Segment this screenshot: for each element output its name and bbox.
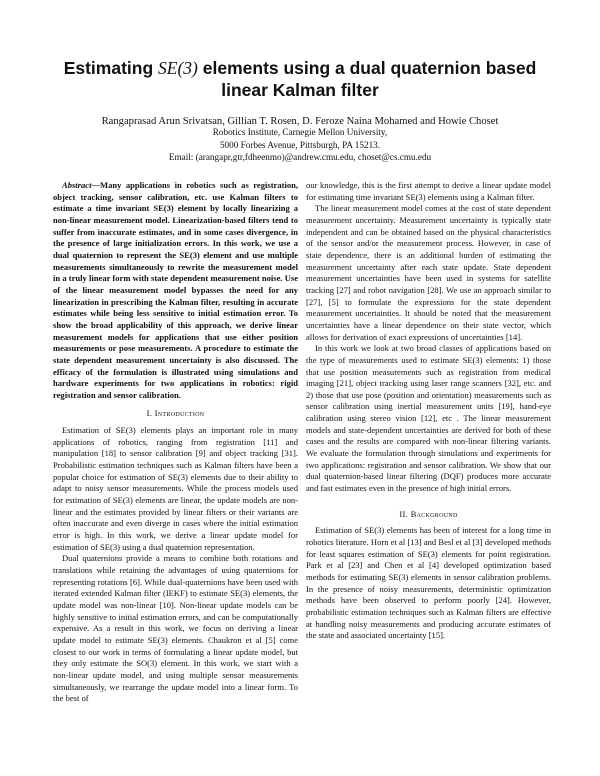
paragraph: our knowledge, this is the first attempt to derive a linear update model for estimating time invariant SE(3) elements using a Kalman filter. xyxy=(306,180,551,202)
paper-title xyxy=(40,57,560,101)
paragraph: The linear measurement model comes at the cost of state dependent measurement uncertainty. Measurement uncertainty is typically state independent and can be obtained based on the physical characteristics of the sensor and/or the measurement process. However, in case of state dependence, there is an additional burden of estimating the measurement uncertainty after each state update. State dependent measurement uncertainties have been used in systems for satellite tracking [27] and robot navigation [28]. We use an approach similar to [27], [5] to formulate the expressions for the state dependent measurement uncertainties. It should be noted that the measurement uncertainties have a linear dependence on their state vector, which allows for derivation of exact expressions of uncertainties [14]. xyxy=(306,203,551,342)
left-column xyxy=(53,180,298,705)
affiliation-line: 5000 Forbes Avenue, Pittsburgh, PA 15213. xyxy=(219,139,381,150)
paragraph: Estimation of SE(3) elements has been of interest for a long time in robotics literature. Horn et al [13] and Besl et al [3] developed methods for least squares estimation of SE(3) elements for point registration. Park et al [23] and Chen et al [4] developed optimization based methods for estimating SE(3) elements in sensor calibration problems. In the presence of noisy measurements, deterministic optimization methods have been observed to perform poorly [24]. However, probabilistic estimation techniques such as Kalman filters are effective at handling noisy measurements and producing accurate estimates of the state and associated uncertainty [15]. xyxy=(306,525,551,641)
section-title: Background xyxy=(410,508,458,519)
author-list: Rangaprasad Arun Srivatsan, Gillian T. Rosen, D. Feroze Naina Mohamed and Howie Choset xyxy=(101,116,499,127)
right-column xyxy=(306,180,551,642)
section-heading-background xyxy=(306,509,551,521)
email-line: Email: (arangapr,gtr,fdheenmo)@andrew.cmu.edu, choset@cs.cmu.edu xyxy=(168,152,432,162)
paragraph: In this work we look at two broad classes of applications based on the type of measurements used to estimate SE(3) elements: 1) those that use position measurements such as registration from medical imaging [21], object tracking using laser range scanners [32], etc. and 2) those that use pose (position and orientation) measurements such as sensor calibration using inertial measurement units [19], hand-eye calibration using stereo vision [12], etc . The linear measurement models and state-dependent uncertainties are derived for both of these cases and the results are compared with non-linear filtering variants. We evaluate the formulation through simulations and experiments for two applications: registration and sensor calibration. We show that our dual quaternion-based linear filtering (DQF) produces more accurate and fast estimates even in the presence of high initial errors. xyxy=(306,343,551,494)
affiliation-line: Robotics Institute, Carnegie Mellon University, xyxy=(212,127,388,137)
section-title: Introduction xyxy=(154,408,205,419)
affiliation-block xyxy=(40,126,560,164)
title-math: SE(3) xyxy=(158,58,198,78)
abstract-lead: Abstract xyxy=(62,180,92,190)
section-heading-introduction xyxy=(53,408,298,420)
title-prefix: Estimating xyxy=(63,58,159,78)
section-number: I. xyxy=(146,408,153,419)
paragraph: Dual quaternions provide a means to combine both rotations and translations while retaining the advantages of using quaternions for representing rotations [6]. While dual-quaternions have been used with iterated extended Kalman filter (IEKF) to estimate SE(3) elements, the update model was non-linear [10]. Non-linear update models can be highly sensitive to initial estimation errors, and can be computationally expensive. As a result in this work, we focus on deriving a linear update model to estimate SE(3) elements. Chaukron et al [5] come closest to our work in terms of formulating a linear update model, but they only estimate the SO(3) element. In this work, we start with a non-linear update model, and using multiple sensor measurements simultaneously, we rearrange the update model into a linear form. To the best of xyxy=(53,553,298,704)
paragraph: Estimation of SE(3) elements plays an important role in many applications of robotics, ranging from registration [11] and manipulation [18] to sensor calibration [9] and object tracking [31]. Probabilistic estimation techniques such as Kalman filters have been a popular choice for estimation of SE(3) elements due to their ability to adapt to noisy sensor measurements. While the process models used for estimation of SE(3) elements are linear, the update models are non-linear and the estimates provided by linear filters or their variants are often inaccurate and even diverge in cases where the initial estimation error is high. In this work, we derive a linear update model for estimation of SE(3) using a dual quaternion representation. xyxy=(53,425,298,552)
title-suffix: elements using a dual quaternion based linear Kalman filter xyxy=(197,58,537,100)
abstract-text: —Many applications in robotics such as registration, object tracking, sensor calibration, etc. use Kalman filters to estimate a time invariant SE(3) element by locally linearizing a non-linear measurement model. Linearization-based filters tend to suffer from inaccurate estimates, and in some cases divergence, in the presence of large initialization errors. In this work, we use a dual quaternion to represent the SE(3) element and use multiple measurements simultaneously to rewrite the measurement model in a truly linear form with state dependent measurement noise. Use of the linear measurement model bypasses the need for any linearization in prescribing the Kalman filter, resulting in accurate estimates while being less sensitive to initial estimation error. To show the broad applicability of this approach, we derive linear measurement models for applications that use either position measurements or pose measurements. A procedure to estimate the state dependent measurement uncertainty is also discussed. The efficacy of the formulation is illustrated using simulations and hardware experiments for two applications in robotics: rigid registration and sensor calibration. xyxy=(53,180,298,400)
section-number: II. xyxy=(399,508,409,519)
abstract xyxy=(53,180,298,401)
